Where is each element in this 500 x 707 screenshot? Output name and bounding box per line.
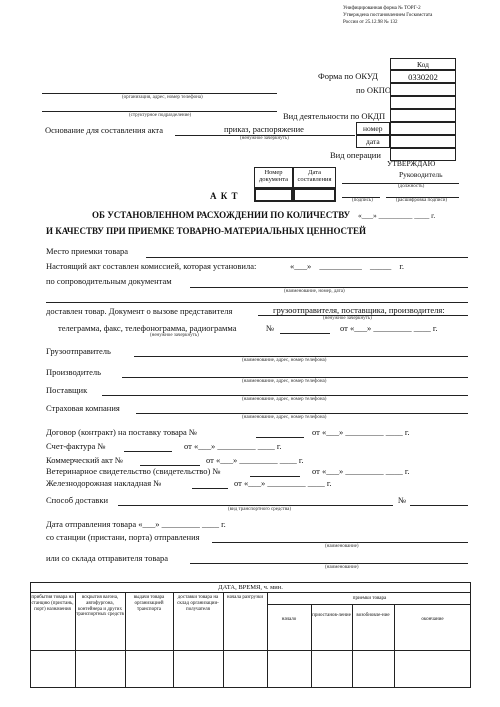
col-pribytie: прибытия товара на станцию (пристань, порт) назначения <box>31 595 74 612</box>
sub-vozobnovlenie: возобновле-ние <box>356 613 390 618</box>
caption-so-stancii: (наименование) <box>325 544 359 549</box>
code-blank-row[interactable] <box>390 96 456 109</box>
vid-transporta-caption: (вид транспортного средства) <box>228 507 292 512</box>
telegramma-date[interactable]: от «___» _________ ____ г. <box>340 323 438 333</box>
po-sopr-line[interactable] <box>190 287 468 288</box>
nomer-doc-header: Номер документа <box>254 167 293 188</box>
proizvoditel-line[interactable] <box>122 377 468 378</box>
subdiv-line[interactable] <box>42 111 277 112</box>
gruzootpravitel-label: Грузоотправитель <box>46 346 111 356</box>
dates-table-header-bottom <box>30 650 471 651</box>
gruzootpravitel-line[interactable] <box>134 356 468 357</box>
org-caption: (организация, адрес, номер телефона) <box>122 95 203 100</box>
osnov-data-value[interactable] <box>390 135 456 148</box>
utv-date[interactable]: «___» _________ ____ г. <box>358 211 436 220</box>
okpo-label: по ОКПО <box>356 85 392 95</box>
ili-so-sklada-line[interactable] <box>190 563 468 564</box>
dogovor-no-line[interactable] <box>256 437 304 438</box>
form-id-line3: России от 25.12.98 № 132 <box>343 20 398 25</box>
okpo-value[interactable] <box>390 83 456 96</box>
po-sopr-label: по сопроводительным документам <box>46 276 172 286</box>
dates-table-divider <box>30 592 471 593</box>
unneeded-caption-1: (ненужное зачеркнуть) <box>240 136 289 141</box>
dates-table-title: ДАТА, ВРЕМЯ, ч. мин. <box>218 584 283 591</box>
dogovor-label: Договор (контракт) на поставку товара № <box>46 427 198 437</box>
unneeded-caption-2: (ненужное зачеркнуть) <box>323 316 372 321</box>
data-otpr-label[interactable]: Дата отправления товара «___» _________ ____ г. <box>46 519 226 529</box>
vet-no-line[interactable] <box>250 476 300 477</box>
telegramma-no-line[interactable] <box>280 333 330 334</box>
mesto-label: Место приемки товара <box>46 246 129 256</box>
okud-label: Форма по ОКУД <box>318 71 378 81</box>
priemki-header: приемки товара <box>352 596 387 601</box>
sposob-line[interactable] <box>118 505 393 506</box>
po-sopr-line2[interactable] <box>46 302 468 303</box>
col-sep-4 <box>223 592 224 688</box>
so-stancii-line[interactable] <box>212 542 468 543</box>
priemki-divider <box>267 604 471 605</box>
subdiv-caption: (структурное подразделение) <box>129 113 192 118</box>
utverzhdayu: УТВЕРЖДАЮ <box>387 159 436 168</box>
strah-label: Страховая компания <box>46 403 120 413</box>
postavshik-line[interactable] <box>102 395 468 396</box>
form-id-line2: Утверждена постановлением Госкомстата <box>343 13 433 18</box>
title-line1: ОБ УСТАНОВЛЕННОМ РАСХОЖДЕНИИ ПО КОЛИЧЕСТВУ <box>92 210 351 220</box>
nomer-doc-value[interactable] <box>254 188 293 202</box>
col-sep-5 <box>267 592 268 688</box>
caption-ili-so-sklada: (наименование) <box>325 565 359 570</box>
sub-priostanovlenie: приостанов-ление <box>312 613 351 618</box>
schet-no-line[interactable] <box>124 451 172 452</box>
form-id-line1: Унифицированная форма № ТОРГ-2 <box>343 6 421 11</box>
data-label: дата <box>356 135 390 148</box>
caption-postavshik: (наименование, адрес, номер телефона) <box>242 397 327 402</box>
schet-label: Счет-фактура № <box>46 441 106 451</box>
col-vydacha: выдачи товара организацией транспорта <box>133 595 165 612</box>
proizvoditel-label: Производитель <box>46 367 101 377</box>
sposob-no-line[interactable] <box>410 505 468 506</box>
prikaz-text: приказ, распоряжение <box>224 124 304 134</box>
postavshik-label: Поставщик <box>46 385 88 395</box>
komm-label: Коммерческий акт № <box>46 455 124 465</box>
nast-date[interactable]: «___» __________ _____ г. <box>290 261 405 271</box>
komm-date[interactable]: от «___» _________ ____ г. <box>206 455 304 465</box>
col-vskrytie: вскрытия вагона, автофургона, контейнера и других транспортных средств <box>76 595 124 618</box>
okud-value[interactable]: 0330202 <box>390 70 456 83</box>
zhd-no-line[interactable] <box>192 488 228 489</box>
vid-operacii-label: Вид операции <box>330 150 381 160</box>
data-sost-value[interactable] <box>293 188 336 202</box>
caption-gruzootpravitel: (наименование, адрес, номер телефона) <box>242 358 327 363</box>
sposob-no: № <box>398 495 407 505</box>
dostavlen-label: доставлен товар. Документ о вызове представителя <box>46 306 233 316</box>
sub-nachalo: начало <box>281 617 297 622</box>
nast-label: Настоящий акт составлен комиссией, которая установила: <box>46 261 257 271</box>
strah-line[interactable] <box>136 413 468 414</box>
osnov-nomer-value[interactable] <box>390 122 456 135</box>
org-line[interactable] <box>42 93 277 94</box>
sub-okonchanie: окончание <box>421 617 444 622</box>
okdp-value[interactable] <box>390 109 456 122</box>
podpis-caption: (подпись) <box>352 198 373 203</box>
unneeded-caption-3: (ненужное зачеркнуть) <box>150 333 199 338</box>
osnovanie-label: Основание для составления акта <box>45 125 164 135</box>
zhd-label: Железнодорожная накладная № <box>46 478 162 488</box>
akt-label: А К Т <box>210 191 239 201</box>
gruzootprav-etc: грузоотправителя, поставщика, производителя: <box>273 305 445 315</box>
telegramma-no: № <box>266 323 275 333</box>
telegramma-label: телеграмма, факс, телефонограмма, радиограмма <box>58 323 237 333</box>
mesto-line[interactable] <box>146 257 468 258</box>
okdp-label: Вид деятельности по ОКДП <box>283 111 386 121</box>
data-sost-header: Дата составления <box>293 167 336 188</box>
title-line2: И КАЧЕСТВУ ПРИ ПРИЕМКЕ ТОВАРНО-МАТЕРИАЛЬНЫХ ЦЕННОСТЕЙ <box>46 226 367 236</box>
rasshifrovka-caption: (расшифровка подписи) <box>396 198 448 203</box>
schet-date[interactable]: от «___» _________ ____ г. <box>184 441 282 451</box>
so-stancii-label: со станции (пристани, порта) отправления <box>46 532 200 542</box>
zhd-date[interactable]: от «___» _________ ____ г. <box>234 478 332 488</box>
vet-date[interactable]: от «___» _________ ____ г. <box>312 466 410 476</box>
nomer-label: номер <box>356 122 390 135</box>
dogovor-date[interactable]: от «___» _________ ____ г. <box>312 427 410 437</box>
code-header: Код <box>390 58 456 70</box>
caption-proizvoditel: (наименование, адрес, номер телефона) <box>242 379 327 384</box>
sposob-label: Способ доставки <box>46 495 108 505</box>
dolzhnost-caption: (должность) <box>398 184 425 189</box>
col-dostavka: доставки товара на склад организации-получателя <box>177 595 219 612</box>
col-nachalo-razgruzki: начала разгрузки <box>226 595 264 600</box>
caption-strah: (наименование, адрес, номер телефона) <box>242 415 327 420</box>
ili-so-sklada-label: или со склада отправителя товара <box>46 553 169 563</box>
naim-nomer-data-caption: (наименование, номер, дата) <box>284 289 345 294</box>
vet-label: Ветеринарное свидетельство (свидетельство) № <box>46 466 221 476</box>
rukovoditel: Руководитель <box>399 170 443 179</box>
